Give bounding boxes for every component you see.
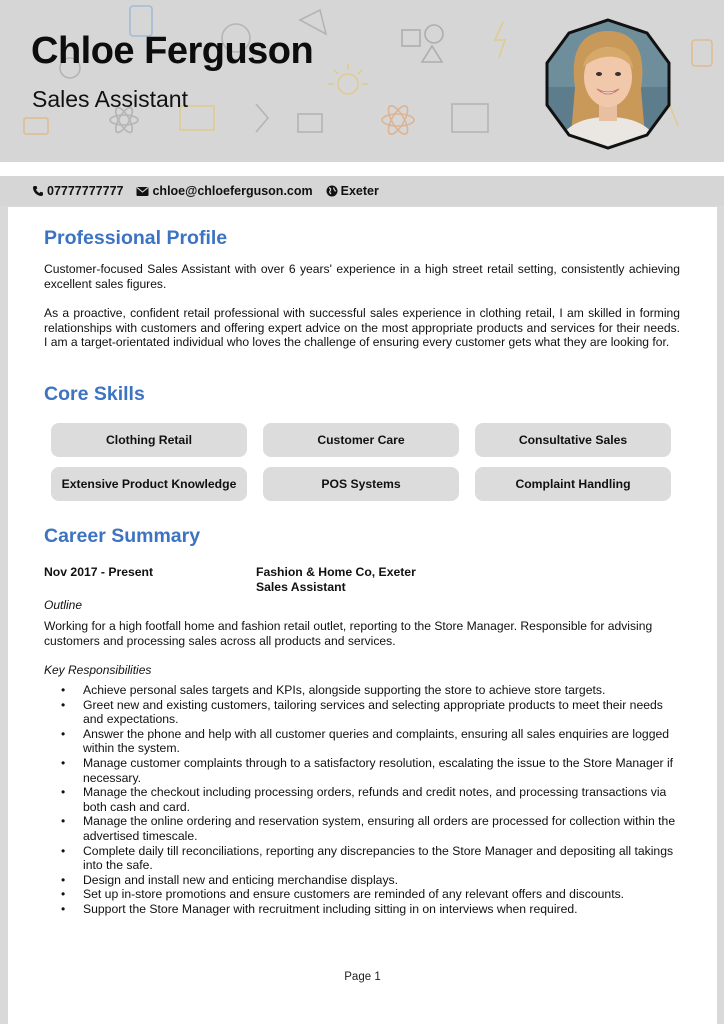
responsibilities-label: Key Responsibilities	[44, 663, 152, 677]
page-number: Page 1	[344, 971, 381, 983]
job-title: Sales Assistant	[256, 580, 346, 594]
list-item: • Set up in-store promotions and ensure customers are reminded of any relevant offers and discounts.	[83, 887, 680, 902]
skill-chip: POS Systems	[263, 467, 459, 501]
profile-heading: Professional Profile	[44, 227, 228, 249]
outline-label: Outline	[44, 598, 83, 612]
career-heading: Career Summary	[44, 525, 201, 547]
list-item: • Design and install new and enticing merchandise displays.	[83, 873, 680, 888]
job-dates: Nov 2017 - Present	[44, 565, 154, 579]
email-address: chloe@chloeferguson.com	[152, 184, 313, 198]
profile-photo	[541, 17, 675, 151]
envelope-icon	[136, 186, 149, 197]
responsibilities-list	[44, 683, 680, 917]
candidate-name: Chloe Ferguson	[31, 30, 314, 72]
skill-chip: Consultative Sales	[475, 423, 671, 457]
skill-chip: Extensive Product Knowledge	[51, 467, 247, 501]
list-item: • Achieve personal sales targets and KPIs, alongside supporting the store to achieve store targets.	[83, 683, 680, 698]
profile-paragraph-1: Customer-focused Sales Assistant with over 6 years' experience in a high street retail setting, consistently achieving excellent sales figures.	[44, 262, 680, 291]
skills-heading: Core Skills	[44, 383, 145, 405]
contact-location	[326, 184, 379, 198]
list-item: • Support the Store Manager with recruitment including sitting in on interviews when required.	[83, 902, 680, 917]
contact-bar	[0, 176, 724, 206]
resume-page	[8, 207, 717, 1024]
phone-icon	[32, 185, 44, 197]
job-employer: Fashion & Home Co, Exeter	[256, 565, 416, 579]
phone-number: 07777777777	[47, 184, 124, 198]
skill-chip: Customer Care	[263, 423, 459, 457]
skill-chip: Complaint Handling	[475, 467, 671, 501]
list-item: • Manage the online ordering and reservation system, ensuring all orders are processed for collection within the advertised timescale.	[83, 814, 680, 843]
list-item: • Complete daily till reconciliations, reporting any discrepancies to the Store Manager and depositing all takings into the safe.	[83, 844, 680, 873]
globe-icon	[326, 185, 338, 197]
list-item: • Manage customer complaints through to a satisfactory resolution, escalating the issue to the Store Manager if necessary.	[83, 756, 680, 785]
outline-text: Working for a high footfall home and fashion retail outlet, reporting to the Store Manager. Responsible for advising customers and processing sales across all products and services.	[44, 619, 653, 648]
location-text: Exeter	[340, 184, 379, 198]
list-item: • Greet new and existing customers, tailoring services and selecting appropriate products to meet their needs and expectations.	[83, 698, 680, 727]
header-gap	[0, 162, 724, 176]
contact-phone[interactable]	[32, 184, 123, 198]
candidate-role: Sales Assistant	[32, 86, 188, 112]
header-banner	[0, 0, 724, 162]
profile-paragraph-2: As a proactive, confident retail professional with successful sales experience in clothing retail, I am skilled in forming relationships with customers and offering expert advice on the most appropriate products and services for their needs. I am a target-orientated individual who loves the challenge of ensuring every customer gets what they are looking for.	[44, 306, 680, 350]
list-item: • Manage the checkout including processing orders, refunds and credit notes, and processing transactions via both cash and card.	[83, 785, 680, 814]
contact-email[interactable]	[136, 184, 312, 198]
list-item: • Answer the phone and help with all customer queries and complaints, ensuring all sales enquiries are logged within the system.	[83, 727, 680, 756]
skill-chip: Clothing Retail	[51, 423, 247, 457]
